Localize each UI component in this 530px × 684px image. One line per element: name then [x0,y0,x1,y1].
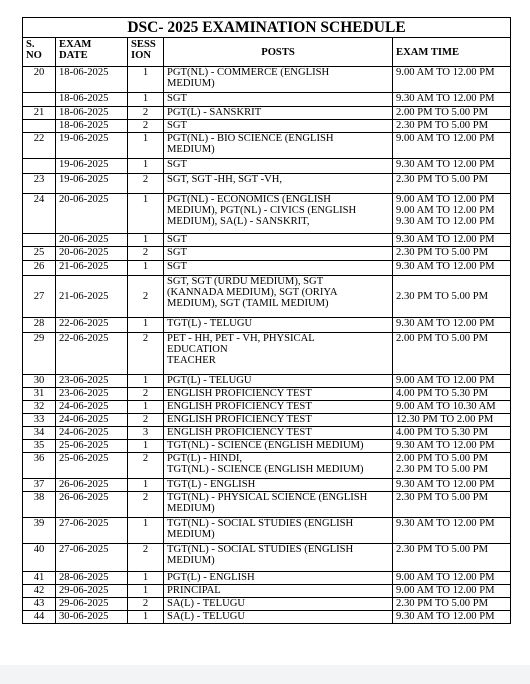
table-row [23,598,511,611]
table-row [23,453,511,479]
cell-sno [23,234,56,247]
cell-exam-date: 22-06-2025 [56,318,128,333]
cell-posts [164,93,393,107]
table-row [23,401,511,414]
cell-sno: 23 [23,174,56,194]
post-line: TEACHER [167,355,216,366]
cell-exam-date: 27-06-2025 [56,544,128,572]
cell-session: 2 [128,333,164,375]
cell-sno [23,120,56,133]
header-sno-line1: S. [26,39,35,50]
header-session-line1: SESS [131,39,156,50]
cell-sno: 21 [23,107,56,120]
cell-session: 1 [128,585,164,598]
cell-exam-time [393,159,511,174]
cell-posts [164,414,393,427]
cell-session: 2 [128,388,164,401]
cell-exam-date: 18-06-2025 [56,120,128,133]
time-line: 2.30 PM TO 5.00 PM [396,492,489,503]
cell-exam-time [393,598,511,611]
table-row [23,427,511,440]
cell-exam-date: 21-06-2025 [56,261,128,276]
cell-exam-time [393,388,511,401]
header-session [128,38,164,67]
post-line: TGT(NL) - SOCIAL STUDIES (ENGLISH [167,518,354,529]
time-line: 9.30 AM TO 12.00 PM [396,261,495,272]
table-row [23,234,511,247]
cell-exam-time [393,261,511,276]
cell-sno: 34 [23,427,56,440]
table-row [23,159,511,174]
cell-exam-time [393,333,511,375]
cell-sno: 31 [23,388,56,401]
table-row [23,318,511,333]
cell-posts [164,333,393,375]
post-line: TGT(NL) - SOCIAL STUDIES (ENGLISH [167,544,354,555]
cell-exam-date: 29-06-2025 [56,598,128,611]
cell-posts [164,518,393,544]
cell-exam-date: 25-06-2025 [56,453,128,479]
schedule-title: DSC- 2025 EXAMINATION SCHEDULE [23,18,511,38]
cell-sno: 27 [23,276,56,318]
time-line: 2.30 PM TO 5.00 PM [396,544,489,555]
post-line: SGT, SGT (URDU MEDIUM), SGT [167,276,324,287]
post-line: PET - HH, PET - VH, PHYSICAL [167,333,315,344]
cell-posts [164,544,393,572]
time-line: 2.00 PM TO 5.00 PM [396,333,489,344]
cell-sno: 24 [23,194,56,234]
cell-posts [164,67,393,93]
cell-exam-date: 24-06-2025 [56,414,128,427]
time-line: 9.00 AM TO 12.00 PM [396,572,495,583]
header-date [56,38,128,67]
cell-exam-date: 18-06-2025 [56,107,128,120]
cell-exam-time [393,427,511,440]
cell-session: 2 [128,174,164,194]
time-line: 12.30 PM TO 2.00 PM [396,414,494,425]
cell-exam-date: 26-06-2025 [56,479,128,492]
header-date-line2: DATE [59,50,88,61]
header-session-line2: ION [131,50,152,61]
cell-posts [164,120,393,133]
cell-exam-time [393,518,511,544]
cell-exam-time [393,318,511,333]
cell-exam-time [393,585,511,598]
table-row [23,375,511,388]
cell-exam-time [393,107,511,120]
cell-exam-date: 21-06-2025 [56,276,128,318]
cell-exam-date: 22-06-2025 [56,333,128,375]
table-row [23,544,511,572]
post-line: MEDIUM), SGT (TAMIL MEDIUM) [167,298,329,309]
table-row [23,133,511,159]
table-row [23,276,511,318]
cell-session: 2 [128,414,164,427]
schedule-table [22,17,511,624]
cell-exam-date: 24-06-2025 [56,401,128,414]
cell-session: 2 [128,492,164,518]
cell-exam-time [393,479,511,492]
post-line: SGT [167,234,188,245]
cell-sno: 29 [23,333,56,375]
table-row [23,440,511,453]
cell-exam-date: 19-06-2025 [56,159,128,174]
table-row [23,388,511,401]
header-sno-line2: NO [26,50,42,61]
time-line: 2.30 PM TO 5.00 PM [396,598,489,609]
cell-sno: 22 [23,133,56,159]
post-line: PRINCIPAL [167,585,221,596]
time-line: 2.30 PM TO 5.00 PM [396,247,489,258]
cell-sno: 43 [23,598,56,611]
cell-posts [164,375,393,388]
cell-posts [164,174,393,194]
cell-sno: 40 [23,544,56,572]
post-line: PGT(NL) - COMMERCE (ENGLISH [167,67,330,78]
cell-session: 1 [128,401,164,414]
cell-posts [164,276,393,318]
cell-session: 1 [128,440,164,453]
cell-exam-date: 20-06-2025 [56,194,128,234]
table-row [23,572,511,585]
post-line: PGT(L) - TELUGU [167,375,252,386]
cell-session: 1 [128,194,164,234]
time-line: 9.30 AM TO 12.00 PM [396,216,495,227]
time-line: 9.00 AM TO 12.00 PM [396,205,495,216]
cell-posts [164,401,393,414]
cell-exam-time [393,174,511,194]
cell-sno: 42 [23,585,56,598]
time-line: 2.30 PM TO 5.00 PM [396,464,489,475]
post-line: TGT(NL) - SCIENCE (ENGLISH MEDIUM) [167,464,364,475]
cell-exam-time [393,544,511,572]
time-line: 9.30 AM TO 12.00 PM [396,518,495,529]
table-row [23,107,511,120]
cell-posts [164,107,393,120]
time-line: 9.30 AM TO 12.00 PM [396,159,495,170]
post-line: MEDIUM) [167,503,215,514]
post-line: SGT [167,159,188,170]
post-line: TGT(L) - ENGLISH [167,479,256,490]
cell-session: 2 [128,544,164,572]
post-line: PGT(NL) - BIO SCIENCE (ENGLISH [167,133,334,144]
cell-posts [164,234,393,247]
time-line: 9.30 AM TO 12.00 PM [396,440,495,451]
cell-exam-date: 19-06-2025 [56,133,128,159]
table-row [23,518,511,544]
post-line: MEDIUM) [167,555,215,566]
cell-session: 1 [128,572,164,585]
cell-posts [164,133,393,159]
cell-exam-date: 18-06-2025 [56,93,128,107]
time-line: 9.00 AM TO 12.00 PM [396,585,495,596]
cell-exam-time [393,572,511,585]
cell-posts [164,598,393,611]
cell-sno [23,159,56,174]
cell-session: 2 [128,598,164,611]
table-row [23,247,511,261]
cell-exam-date: 27-06-2025 [56,518,128,544]
time-line: 9.30 AM TO 12.00 PM [396,611,495,622]
post-line: MEDIUM) [167,529,215,540]
table-row [23,67,511,93]
cell-exam-date: 18-06-2025 [56,67,128,93]
cell-posts [164,453,393,479]
post-line: ENGLISH PROFICIENCY TEST [167,427,312,438]
cell-exam-date: 24-06-2025 [56,427,128,440]
cell-posts [164,261,393,276]
time-line: 9.00 AM TO 12.00 PM [396,67,495,78]
table-row [23,479,511,492]
cell-session: 2 [128,107,164,120]
cell-sno: 36 [23,453,56,479]
cell-sno: 30 [23,375,56,388]
cell-session: 1 [128,479,164,492]
cell-exam-date: 20-06-2025 [56,247,128,261]
cell-exam-time [393,93,511,107]
cell-posts [164,247,393,261]
post-line: MEDIUM) [167,144,215,155]
post-line: SGT, SGT -HH, SGT -VH, [167,174,283,185]
cell-posts [164,388,393,401]
time-line: 2.30 PM TO 5.00 PM [396,120,489,131]
cell-sno: 41 [23,572,56,585]
cell-posts [164,585,393,598]
cell-sno: 44 [23,611,56,624]
cell-posts [164,611,393,624]
time-line: 9.00 AM TO 10.30 AM [396,401,496,412]
table-row [23,93,511,107]
time-line: 2.30 PM TO 5.00 PM [396,174,489,185]
post-line: SA(L) - TELUGU [167,611,246,622]
cell-exam-time [393,120,511,133]
cell-exam-time [393,234,511,247]
post-line: SGT [167,261,188,272]
cell-session: 1 [128,318,164,333]
post-line: (KANNADA MEDIUM), SGT (ORIYA [167,287,338,298]
table-row [23,194,511,234]
cell-exam-time [393,401,511,414]
table-row [23,611,511,624]
cell-exam-date: 20-06-2025 [56,234,128,247]
cell-sno: 35 [23,440,56,453]
cell-exam-time [393,492,511,518]
cell-sno: 25 [23,247,56,261]
time-line: 2.00 PM TO 5.00 PM [396,453,489,464]
cell-exam-time [393,375,511,388]
cell-exam-time [393,440,511,453]
cell-exam-time [393,611,511,624]
cell-posts [164,440,393,453]
cell-session: 2 [128,120,164,133]
cell-session: 1 [128,611,164,624]
cell-session: 2 [128,453,164,479]
cell-session: 3 [128,427,164,440]
table-row [23,333,511,375]
header-date-line1: EXAM [59,39,92,50]
cell-exam-date: 28-06-2025 [56,572,128,585]
time-line: 4.00 PM TO 5.30 PM [396,427,489,438]
cell-exam-time [393,276,511,318]
table-row [23,414,511,427]
cell-posts [164,318,393,333]
post-line: MEDIUM), PGT(NL) - CIVICS (ENGLISH [167,205,357,216]
cell-sno: 32 [23,401,56,414]
cell-exam-date: 29-06-2025 [56,585,128,598]
post-line: MEDIUM) [167,78,215,89]
cell-posts [164,492,393,518]
cell-sno: 38 [23,492,56,518]
cell-exam-time [393,453,511,479]
post-line: ENGLISH PROFICIENCY TEST [167,388,312,399]
time-line: 9.30 AM TO 12.00 PM [396,234,495,245]
cell-exam-date: 23-06-2025 [56,375,128,388]
time-line: 9.30 AM TO 12.00 PM [396,479,495,490]
post-line: PGT(L) - ENGLISH [167,572,255,583]
cell-session: 1 [128,67,164,93]
cell-posts [164,427,393,440]
post-line: ENGLISH PROFICIENCY TEST [167,401,312,412]
cell-session: 2 [128,276,164,318]
time-line: 4.00 PM TO 5.30 PM [396,388,489,399]
cell-session: 2 [128,247,164,261]
time-line: 9.00 AM TO 12.00 PM [396,133,495,144]
cell-exam-date: 25-06-2025 [56,440,128,453]
time-line: 2.00 PM TO 5.00 PM [396,107,489,118]
cell-session: 1 [128,133,164,159]
cell-exam-date: 26-06-2025 [56,492,128,518]
cell-exam-time [393,414,511,427]
post-line: PGT(L) - SANSKRIT [167,107,262,118]
post-line: TGT(NL) - PHYSICAL SCIENCE (ENGLISH [167,492,368,503]
table-row [23,261,511,276]
header-exam-time: EXAM TIME [393,38,511,67]
schedule-rows [23,67,511,624]
cell-session: 1 [128,261,164,276]
cell-sno: 28 [23,318,56,333]
cell-sno: 39 [23,518,56,544]
table-row [23,120,511,133]
header-posts: POSTS [164,38,393,67]
cell-session: 1 [128,93,164,107]
cell-posts [164,479,393,492]
post-line: ENGLISH PROFICIENCY TEST [167,414,312,425]
cell-posts [164,572,393,585]
cell-session: 1 [128,518,164,544]
cell-session: 1 [128,159,164,174]
post-line: SGT [167,247,188,258]
post-line: TGT(NL) - SCIENCE (ENGLISH MEDIUM) [167,440,364,451]
cell-exam-time [393,247,511,261]
post-line: MEDIUM), SA(L) - SANSKRIT, [167,216,310,227]
post-line: EDUCATION [167,344,228,355]
cell-sno: 26 [23,261,56,276]
post-line: PGT(L) - HINDI, [167,453,243,464]
table-row [23,492,511,518]
cell-session: 1 [128,234,164,247]
header-sno [23,38,56,67]
time-line: 2.30 PM TO 5.00 PM [396,291,489,302]
post-line: TGT(L) - TELUGU [167,318,253,329]
time-line: 9.00 AM TO 12.00 PM [396,375,495,386]
cell-exam-date: 23-06-2025 [56,388,128,401]
cell-session: 1 [128,375,164,388]
cell-exam-time [393,67,511,93]
cell-sno: 37 [23,479,56,492]
cell-sno: 33 [23,414,56,427]
table-row [23,174,511,194]
cell-exam-date: 30-06-2025 [56,611,128,624]
cell-posts [164,159,393,174]
cell-sno: 20 [23,67,56,93]
post-line: SGT [167,93,188,104]
cell-sno [23,93,56,107]
table-row [23,585,511,598]
cell-exam-time [393,133,511,159]
post-line: PGT(NL) - ECONOMICS (ENGLISH [167,194,331,205]
time-line: 9.30 AM TO 12.00 PM [396,93,495,104]
time-line: 9.30 AM TO 12.00 PM [396,318,495,329]
post-line: SA(L) - TELUGU [167,598,246,609]
cell-exam-date: 19-06-2025 [56,174,128,194]
post-line: SGT [167,120,188,131]
time-line: 9.00 AM TO 12.00 PM [396,194,495,205]
cell-posts [164,194,393,234]
cell-exam-time [393,194,511,234]
